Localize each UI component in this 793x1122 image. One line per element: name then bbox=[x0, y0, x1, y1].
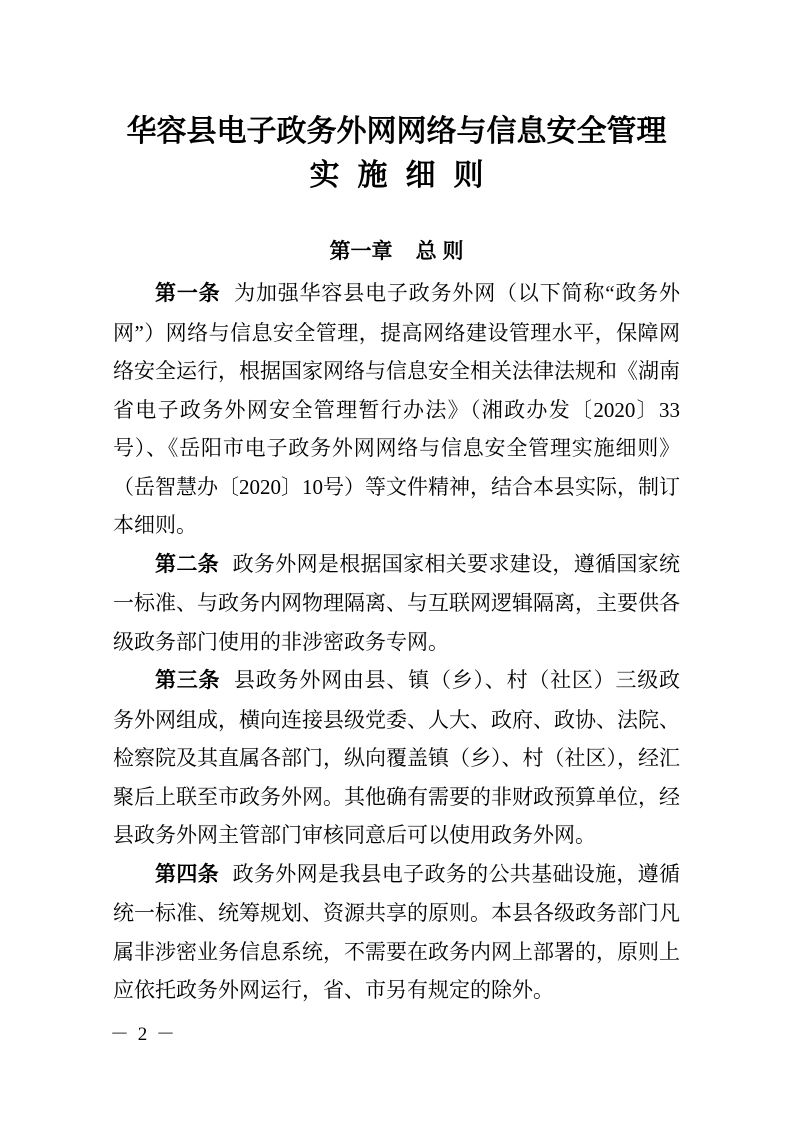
article-paragraph-1 bbox=[113, 274, 680, 545]
document-body bbox=[113, 274, 680, 1010]
article-text: 县政务外网由县、镇（乡）、村（社区）三级政务外网组成，横向连接县级党委、人大、政府、政协、法院、检察院及其直属各部门，纵向覆盖镇（乡）、村（社区），经汇聚后上联至市政务外网。其他确有需要的非财政预算单位，经县政务外网主管部门审核同意后可以使用政务外网。 bbox=[113, 668, 681, 847]
chapter-heading bbox=[113, 239, 680, 265]
article-text: 政务外网是我县电子政务的公共基础设施，遵循统一标准、统筹规划、资源共享的原则。本县各级政务部门凡属非涉密业务信息系统，不需要在政务内网上部署的，原则上应依托政务外网运行，省、市另有规定的除外。 bbox=[113, 861, 681, 1002]
document-title-line2: 实施细则 bbox=[309, 159, 502, 192]
page-number: － 2 － bbox=[110, 1024, 178, 1045]
article-number: 第二条 bbox=[155, 552, 219, 576]
chapter-name: 总 则 bbox=[415, 240, 464, 263]
document-title bbox=[113, 110, 680, 198]
document-title-line1: 华容县电子政务外网网络与信息安全管理 bbox=[126, 115, 667, 148]
article-paragraph-3 bbox=[113, 661, 680, 855]
article-number: 第三条 bbox=[155, 669, 221, 692]
article-number: 第一条 bbox=[155, 282, 221, 305]
article-text: 政务外网是根据国家相关要求建设，遵循国家统一标准、与政务内网物理隔离、与互联网逻辑隔离，主要供各级政务部门使用的非涉密政务专网。 bbox=[113, 551, 681, 654]
article-number: 第四条 bbox=[155, 862, 219, 886]
article-text: 为加强华容县电子政务外网（以下简称“政务外网”）网络与信息安全管理，提高网络建设管理水平，保障网络安全运行，根据国家网络与信息安全相关法律法规和《湖南省电子政务外网安全管理暂行办法》（湘政办发〔2020〕33号）、《岳阳市电子政务外网网络与信息安全管理实施细则》（岳智慧办〔2020〕10号）等文件精神，结合本县实际，制订本细则。 bbox=[113, 281, 680, 537]
article-paragraph-2 bbox=[113, 545, 680, 662]
page-footer bbox=[110, 1022, 177, 1048]
chapter-number: 第一章 bbox=[329, 240, 393, 263]
article-paragraph-4 bbox=[113, 855, 680, 1010]
